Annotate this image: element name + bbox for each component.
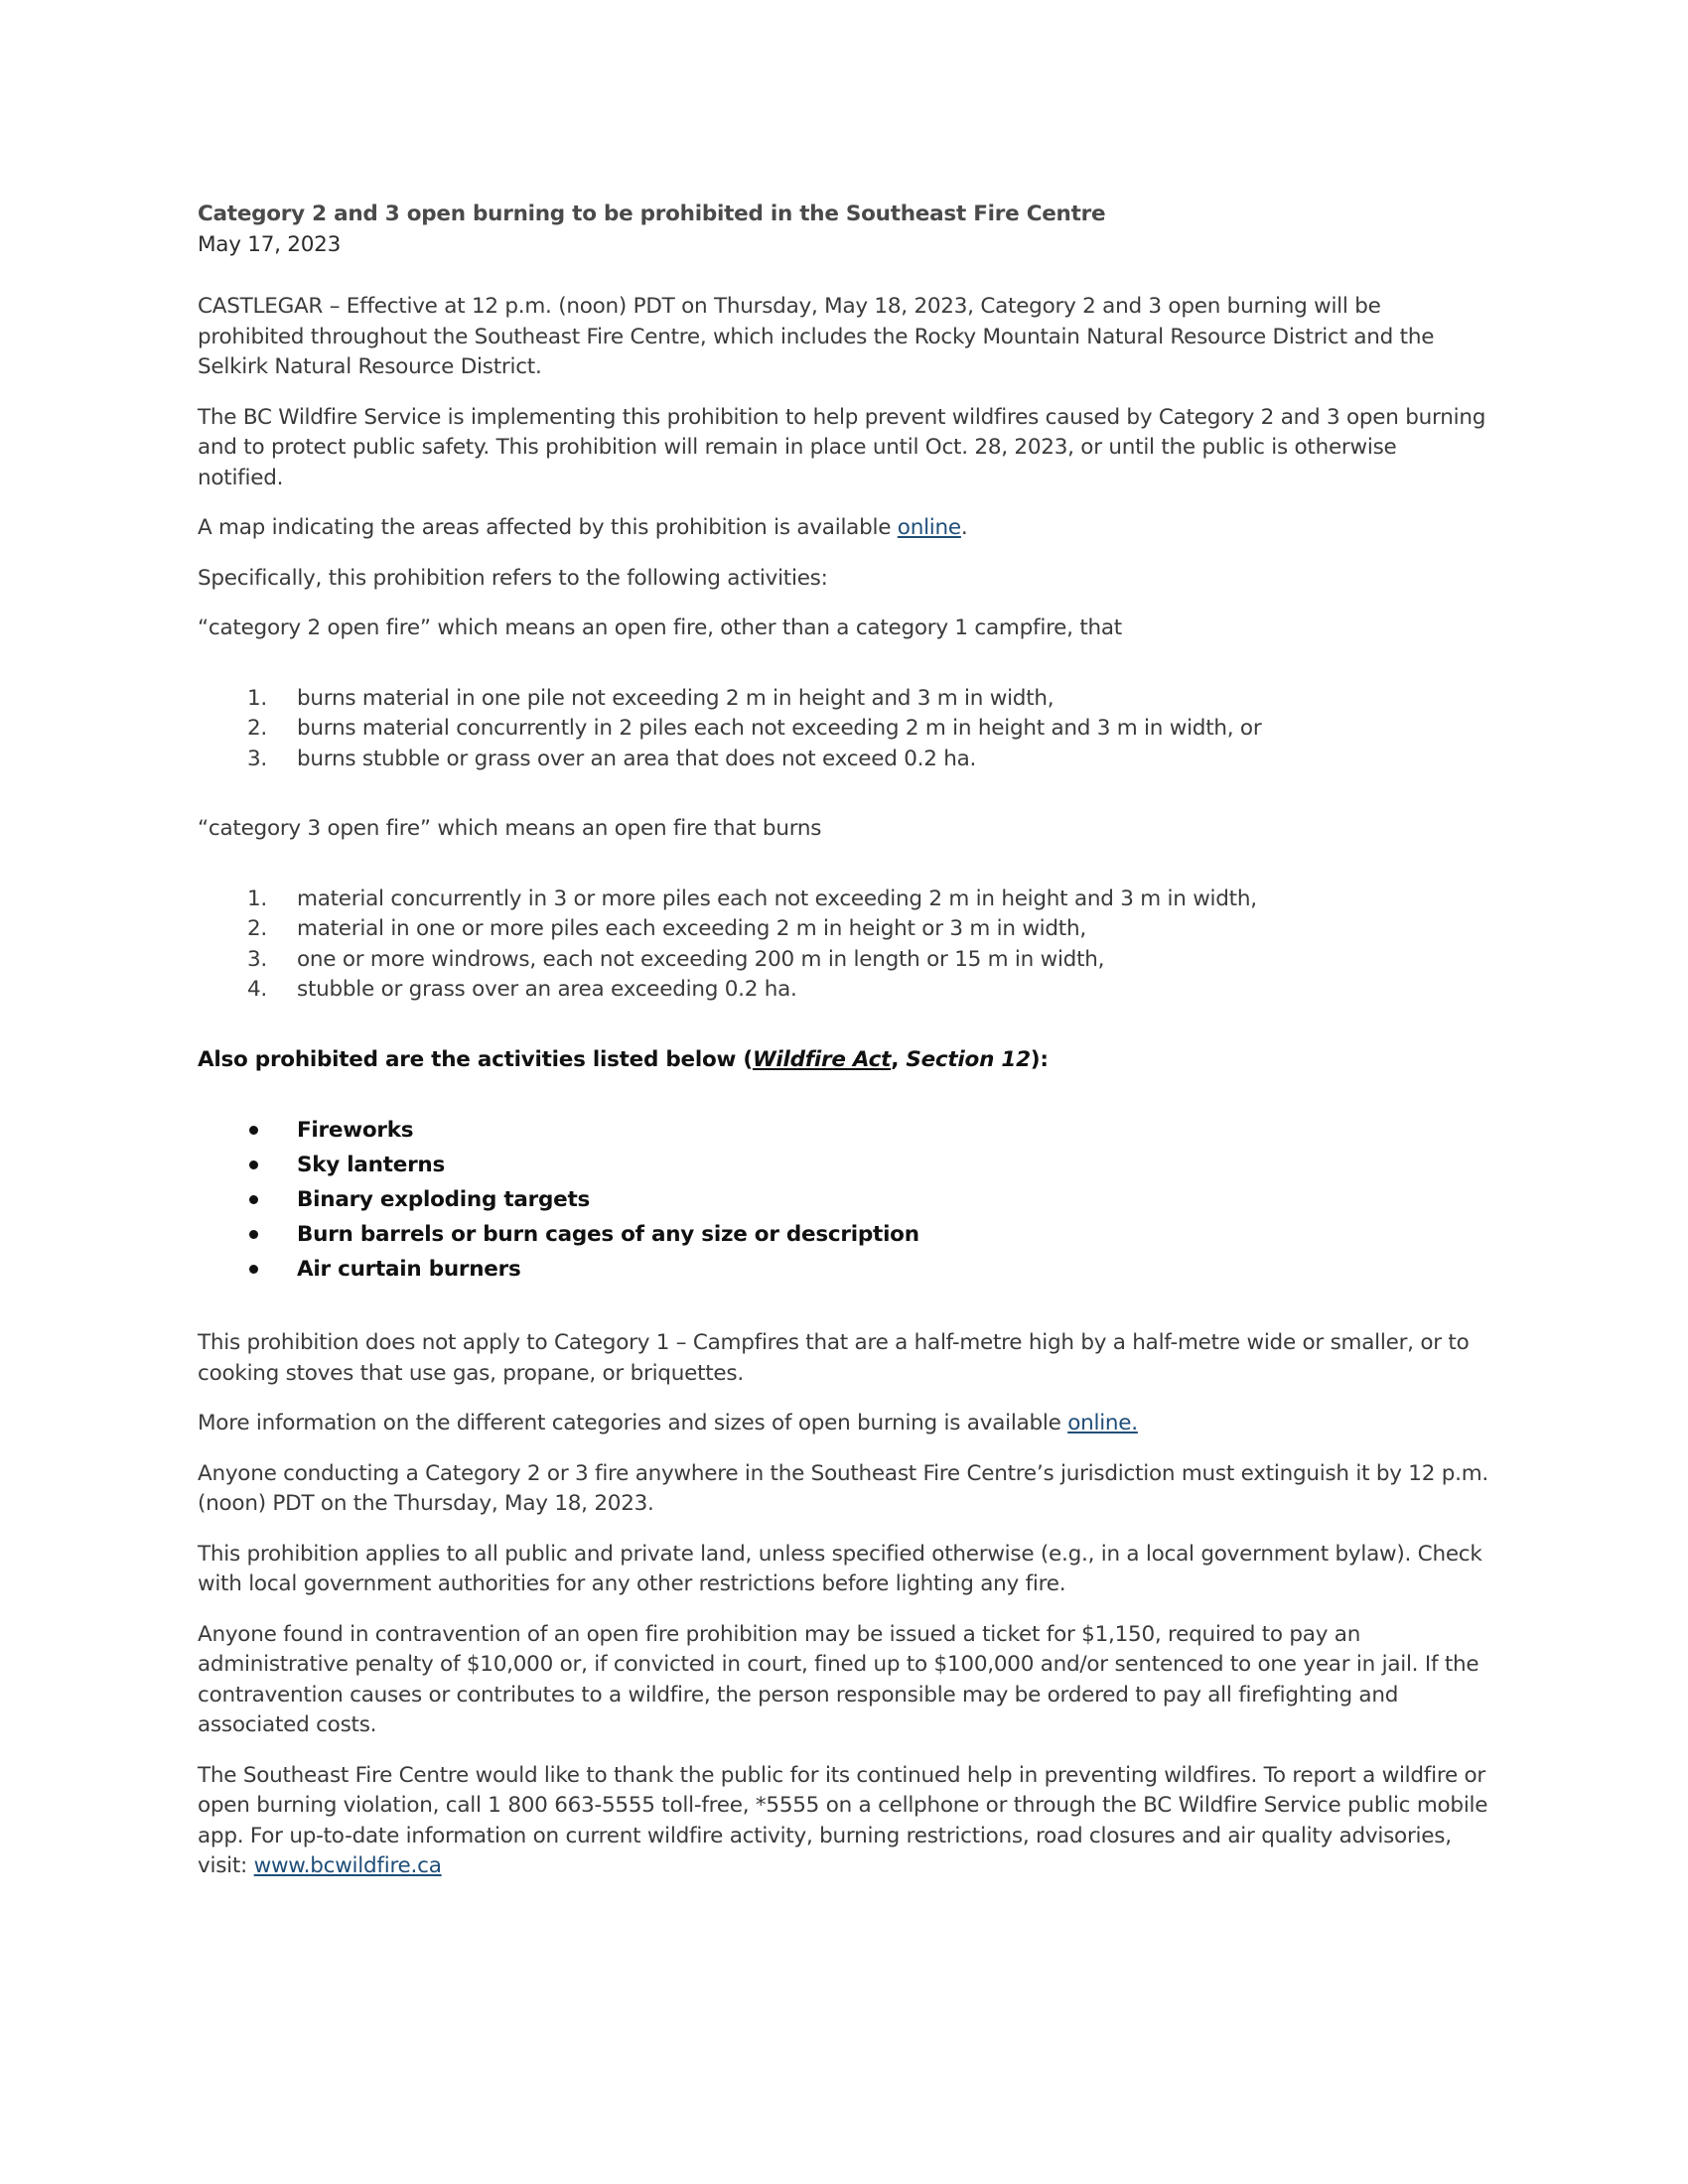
map-online-link[interactable]: online bbox=[897, 515, 961, 540]
thanks-paragraph bbox=[198, 1761, 1488, 1882]
list-number: 3. bbox=[247, 746, 268, 771]
list-number: 2. bbox=[247, 716, 268, 741]
list-number: 4. bbox=[247, 977, 268, 1002]
bullet-icon bbox=[249, 1160, 258, 1169]
list-item bbox=[198, 1148, 1488, 1182]
bcwildfire-link[interactable]: www.bcwildfire.ca bbox=[253, 1853, 442, 1878]
list-item bbox=[198, 975, 1488, 1006]
map-text: A map indicating the areas affected by this prohibition is available bbox=[198, 515, 898, 540]
more-info-online-link[interactable]: online. bbox=[1067, 1411, 1138, 1435]
wildfire-act-reference: Wildfire Act bbox=[752, 1046, 892, 1072]
heading-suffix: ): bbox=[1030, 1046, 1049, 1072]
extinguish-paragraph: Anyone conducting a Category 2 or 3 fire anywhere in the Southeast Fire Centre’s jurisdiction must extinguish it by 12 p.m. (noon) PDT on the Thursday, May 18, 2023. bbox=[198, 1460, 1489, 1516]
section-reference: Section 12 bbox=[906, 1046, 1031, 1072]
list-text: stubble or grass over an area exceeding 0.2 ha. bbox=[297, 977, 797, 1002]
map-end: . bbox=[960, 515, 968, 540]
list-text: Fireworks bbox=[297, 1118, 414, 1143]
heading-prefix: Also prohibited are the activities listed below ( bbox=[198, 1046, 753, 1072]
page-title: Category 2 and 3 open burning to be prohibited in the Southeast Fire Centre bbox=[198, 202, 1106, 226]
heading-comma: , bbox=[891, 1046, 907, 1072]
penalty-paragraph: Anyone found in contravention of an open fire prohibition may be issued a ticket for $1,150, required to pay an administrative penalty of $10,000 or, if convicted in court, fined up to $100,000 and/or sentenced to one year in jail. If the contravention causes or contributes to a wildfire, the person responsible may be ordered to pay all firefighting and associated costs. bbox=[198, 1621, 1479, 1737]
list-number: 2. bbox=[247, 916, 268, 941]
list-item bbox=[198, 684, 1488, 715]
list-item bbox=[198, 945, 1488, 976]
list-text: one or more windrows, each not exceeding 200 m in length or 15 m in width, bbox=[297, 946, 1105, 972]
list-item bbox=[198, 745, 1488, 775]
list-item bbox=[198, 1113, 1488, 1148]
list-number: 3. bbox=[247, 946, 268, 972]
list-text: Sky lanterns bbox=[297, 1153, 446, 1177]
list-number: 1. bbox=[247, 886, 268, 911]
category2-intro: “category 2 open fire” which means an open fire, other than a category 1 campfire, that bbox=[198, 615, 1122, 640]
purpose-paragraph: The BC Wildfire Service is implementing this prohibition to help prevent wildfires caused by Category 2 and 3 open burning and to protect public safety. This prohibition will remain in place until Oct. 28, 2023, or until the public is otherwise notified. bbox=[198, 404, 1486, 490]
bullet-icon bbox=[249, 1230, 258, 1239]
more-info-text: More information on the different categories and sizes of open burning is available bbox=[198, 1411, 1068, 1435]
list-text: burns material in one pile not exceeding 2 m in height and 3 m in width, bbox=[297, 685, 1055, 711]
category2-list bbox=[198, 684, 1488, 775]
bullet-icon bbox=[249, 1126, 258, 1135]
list-text: burns material concurrently in 2 piles each not exceeding 2 m in height and 3 m in width, or bbox=[297, 716, 1262, 741]
list-text: material concurrently in 3 or more piles each not exceeding 2 m in height and 3 m in width, bbox=[297, 886, 1257, 911]
list-number: 1. bbox=[247, 685, 268, 711]
category3-intro: “category 3 open fire” which means an open fire that burns bbox=[198, 816, 822, 841]
list-text: Air curtain burners bbox=[297, 1257, 521, 1282]
exemption-paragraph: This prohibition does not apply to Category 1 – Campfires that are a half-metre high by a half-metre wide or smaller, or to cooking stoves that use gas, propane, or briquettes. bbox=[198, 1330, 1470, 1386]
list-item bbox=[198, 1217, 1488, 1252]
intro-paragraph: CASTLEGAR – Effective at 12 p.m. (noon) PDT on Thursday, May 18, 2023, Category 2 and 3 open burning will be prohibited throughout the Southeast Fire Centre, which includes the Rocky Mountain Natural Resource District and the Selkirk Natural Resource District. bbox=[198, 294, 1435, 379]
list-text: burns stubble or grass over an area that does not exceed 0.2 ha. bbox=[297, 746, 977, 771]
document-page bbox=[198, 200, 1488, 1882]
list-item bbox=[198, 914, 1488, 945]
list-text: Binary exploding targets bbox=[297, 1187, 591, 1212]
bullet-icon bbox=[249, 1265, 258, 1274]
thanks-text: The Southeast Fire Centre would like to thank the public for its continued help in preventing wildfires. To report a wildfire or open burning violation, call 1 800 663-5555 toll-free, *5555 on a cellphone or through the BC Wildfire Service public mobile app. For up-to-date information on current wildfire activity, burning restrictions, road closures and air quality advisories, visit: bbox=[198, 1762, 1488, 1878]
list-text: Burn barrels or burn cages of any size or description bbox=[297, 1222, 919, 1247]
specifically-paragraph: Specifically, this prohibition refers to the following activities: bbox=[198, 565, 828, 591]
list-item bbox=[198, 1252, 1488, 1287]
bullet-icon bbox=[249, 1195, 258, 1204]
prohibited-activities-list bbox=[198, 1113, 1488, 1287]
category3-list bbox=[198, 885, 1488, 1006]
more-info-paragraph bbox=[198, 1409, 1488, 1439]
list-item bbox=[198, 714, 1488, 745]
map-paragraph bbox=[198, 513, 1488, 544]
list-item bbox=[198, 1182, 1488, 1217]
release-date: May 17, 2023 bbox=[198, 231, 342, 257]
applies-paragraph: This prohibition applies to all public and private land, unless specified otherwise (e.g., in a local government bylaw). Check with local government authorities for any other restrictions before lighting any fire. bbox=[198, 1541, 1482, 1596]
list-item bbox=[198, 885, 1488, 915]
list-text: material in one or more piles each exceeding 2 m in height or 3 m in width, bbox=[297, 916, 1086, 941]
also-prohibited-heading bbox=[198, 1045, 1488, 1076]
